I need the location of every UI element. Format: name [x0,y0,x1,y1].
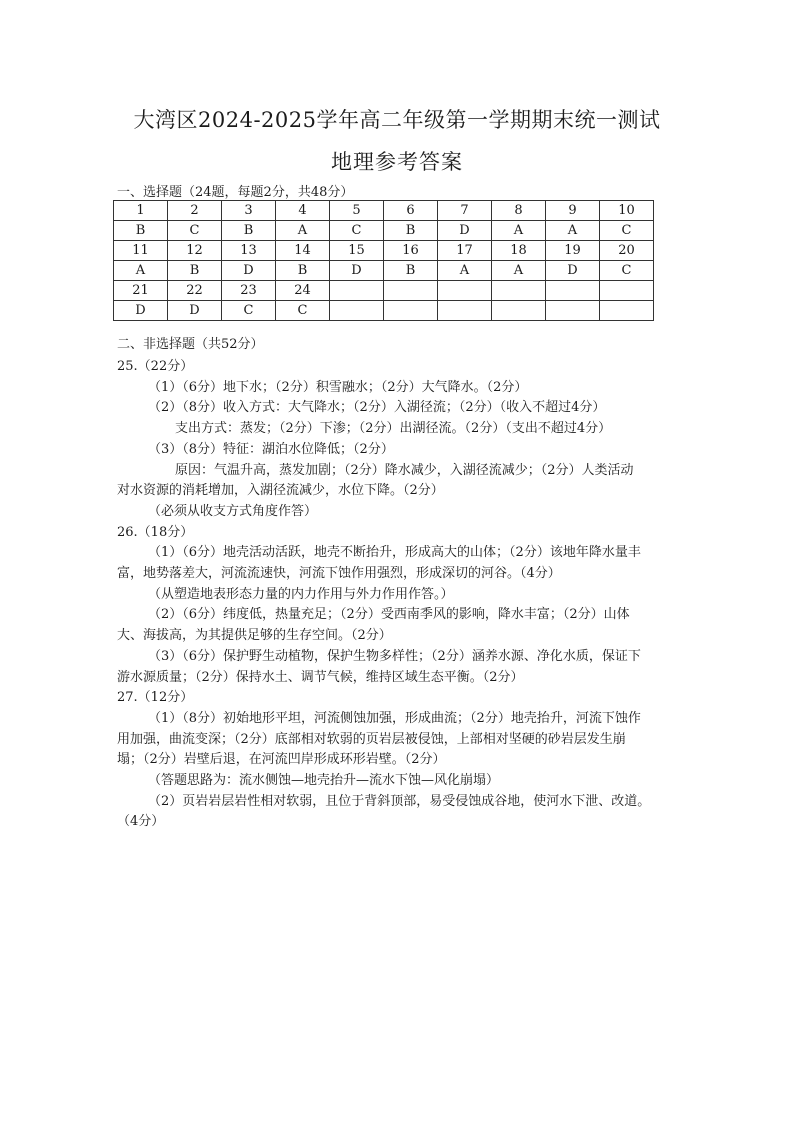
q26-number: 26.（18分） [117,524,194,540]
answer-cell: B [384,221,438,241]
q26-answer-2: （2）（6分）纬度低，热量充足；（2分）受西南季风的影响，降水丰富；（2分）山体 [148,607,630,623]
q27-answer-1-cont: 用加强，曲流变深；（2分）底部相对软弱的页岩层被侵蚀，上部相对坚硬的砂岩层发生崩 [117,731,626,747]
answer-cell: C [600,221,654,241]
answer-cell: C [330,221,384,241]
q25-answer-2-cont: 支出方式：蒸发；（2分）下渗；（2分）出湖径流。（2分）（支出不超过4分） [175,421,612,437]
q27-answer-1-cont2: 塌；（2分）岩壁后退，在河流凹岸形成环形岩壁。（2分） [117,752,446,768]
q25-answer-3-cont2: 对水资源的消耗增加，入湖径流减少，水位下降。（2分） [117,483,444,499]
question-number-cell [492,281,546,301]
q27-answer-2-cont: （4分） [117,814,165,830]
question-number-row [114,281,654,301]
q27-number: 27.（12分） [117,690,194,706]
answer-cell: D [438,221,492,241]
question-number-cell [438,281,492,301]
answer-cell: C [276,301,330,321]
answer-cell [438,301,492,321]
question-number-cell: 20 [600,241,654,261]
question-number-cell: 9 [546,201,600,221]
answer-key-row [114,261,654,281]
answer-cell: B [222,221,276,241]
q25-answer-2: （2）（8分）收入方式：大气降水；（2分）入湖径流；（2分）（收入不超过4分） [148,400,606,416]
q27-answer-1: （1）（8分）初始地形平坦，河流侧蚀加强，形成曲流；（2分）地壳抬升，河流下蚀作 [148,710,641,726]
question-number-cell: 23 [222,281,276,301]
answer-cell: A [492,221,546,241]
answer-cell: C [600,261,654,281]
q26-answer-1: （1）（6分）地壳活动活跃，地壳不断抬升，形成高大的山体；（2分）该地年降水量丰 [148,545,641,561]
q26-note: （从塑造地表形态力量的内力作用与外力作用作答。） [148,586,454,602]
question-number-cell: 7 [438,201,492,221]
answer-cell: A [438,261,492,281]
answer-cell: D [168,301,222,321]
answer-cell [384,301,438,321]
question-number-cell: 18 [492,241,546,261]
question-number-cell: 15 [330,241,384,261]
question-number-cell: 10 [600,201,654,221]
answer-cell: D [114,301,168,321]
answer-cell: A [114,261,168,281]
question-number-cell: 8 [492,201,546,221]
question-number-cell: 17 [438,241,492,261]
question-number-cell [384,281,438,301]
question-number-row [114,241,654,261]
answer-cell: B [384,261,438,281]
question-number-cell: 21 [114,281,168,301]
question-number-cell: 3 [222,201,276,221]
question-number-cell: 2 [168,201,222,221]
question-number-cell: 6 [384,201,438,221]
question-number-cell: 24 [276,281,330,301]
answer-cell: B [114,221,168,241]
choice-answer-table [113,200,654,321]
answer-cell: B [168,261,222,281]
answer-cell: D [546,261,600,281]
question-number-cell [330,281,384,301]
answer-cell: D [330,261,384,281]
answer-cell: A [546,221,600,241]
q26-answer-3-cont: 游水源质量；（2分）保持水土、调节气候，维持区域生态平衡。（2分） [117,669,524,685]
question-number-row [114,201,654,221]
q25-answer-3: （3）（8分）特征：湖泊水位降低；（2分） [148,441,394,457]
answer-cell [600,301,654,321]
answer-cell: C [222,301,276,321]
q27-note: （答题思路为：流水侧蚀—地壳抬升—流水下蚀—风化崩塌） [148,773,500,789]
question-number-cell: 5 [330,201,384,221]
question-number-cell: 11 [114,241,168,261]
answer-cell: A [276,221,330,241]
question-number-cell [600,281,654,301]
q26-answer-3: （3）（6分）保护野生动植物，保护生物多样性；（2分）涵养水源、净化水质，保证下 [148,648,641,664]
answer-cell: D [222,261,276,281]
q25-number: 25.（22分） [117,359,194,374]
question-number-cell [546,281,600,301]
document-subtitle: 地理参考答案 [331,150,463,174]
answer-cell [492,301,546,321]
answer-key-row [114,221,654,241]
document-title: 大湾区2024-2025学年高二年级第一学期期末统一测试 [133,108,661,132]
q25-answer-3-cont: 原因：气温升高，蒸发加剧；（2分）降水减少，入湖径流减少；（2分）人类活动 [175,462,634,478]
question-number-cell: 16 [384,241,438,261]
answer-cell: A [492,261,546,281]
section-2-heading: 二、非选择题（共52分） [117,337,264,352]
q25-answer-1: （1）（6分）地下水；（2分）积雪融水；（2分）大气降水。（2分） [148,379,528,395]
q25-note: （必须从收支方式角度作答） [148,503,318,519]
question-number-cell: 19 [546,241,600,261]
question-number-cell: 14 [276,241,330,261]
question-number-cell: 4 [276,201,330,221]
q26-answer-2-cont: 大、海拔高，为其提供足够的生存空间。（2分） [117,628,392,644]
q26-answer-1-cont: 富，地势落差大，河流流速快，河流下蚀作用强烈，形成深切的河谷。（4分） [117,566,561,582]
question-number-cell: 13 [222,241,276,261]
answer-cell [330,301,384,321]
answer-cell: B [276,261,330,281]
question-number-cell: 12 [168,241,222,261]
question-number-cell: 1 [114,201,168,221]
answer-key-row [114,301,654,321]
section-1-heading: 一、选择题（24题，每题2分，共48分） [117,185,354,200]
answer-cell [546,301,600,321]
question-number-cell: 22 [168,281,222,301]
q27-answer-2: （2）页岩岩层岩性相对软弱，且位于背斜顶部，易受侵蚀成谷地，使河水下泄、改道。 [148,793,651,809]
open-answers [117,357,677,833]
answer-cell: C [168,221,222,241]
